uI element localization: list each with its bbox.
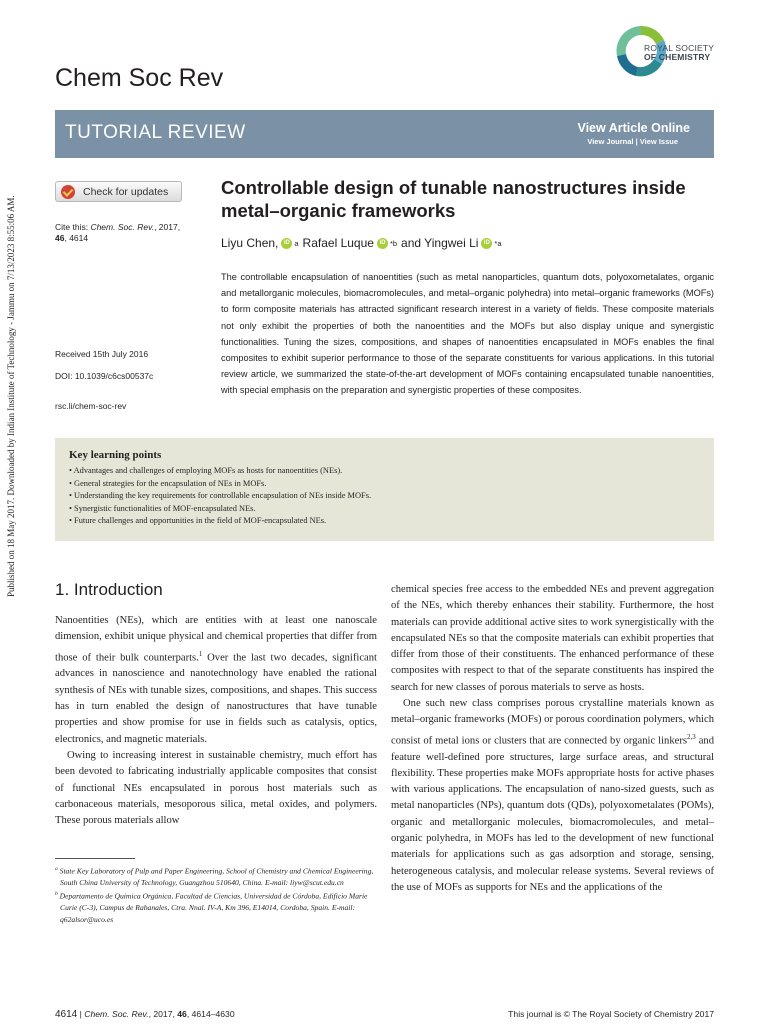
view-article-online-link[interactable]: View Article Online: [577, 121, 690, 135]
page-number: 4614: [55, 1009, 78, 1020]
citation-ref[interactable]: 2,3: [686, 732, 696, 741]
check-for-updates-button[interactable]: [55, 181, 182, 202]
key-points-list: [69, 465, 700, 528]
orcid-icon[interactable]: iD: [281, 238, 292, 249]
author-affiliation: *a: [494, 238, 502, 248]
affiliation-footnotes: [55, 864, 377, 926]
received-date: Received 15th July 2016: [55, 349, 149, 359]
key-learning-points: [55, 438, 714, 541]
author-list: [221, 236, 506, 250]
page-footer-citation: 4614 | Chem. Soc. Rev., 2017, 46, 4614–4630: [55, 1009, 235, 1020]
body-column-left: [55, 613, 377, 829]
list-item: • General strategies for the encapsulation of NEs in MOFs.: [69, 478, 267, 488]
footnote: $^a$ State Key Laboratory of Pulp and Paper Engineering, School of Chemistry and Chemical Engineering, South China University of Technology, Guangzhou 510640, China. E-mail: liyw@scut.edu.cn: [55, 866, 374, 888]
article-type: TUTORIAL REVIEW: [65, 122, 246, 143]
author-name[interactable]: and Yingwei Li: [401, 236, 479, 250]
rsc-line2: OF CHEMISTRY: [644, 52, 711, 62]
article-type-banner: [55, 110, 714, 158]
author-name[interactable]: Rafael Luque: [302, 236, 374, 250]
citation-ref[interactable]: 1: [198, 649, 203, 658]
doi[interactable]: DOI: 10.1039/c6cs00537c: [55, 371, 154, 381]
list-item: • Advantages and challenges of employing MOFs as hosts for nanoentities (NEs).: [69, 466, 343, 475]
paragraph: Nanoentities (NEs), which are entities with at least one nanoscale dimension, exhibit unique physical and chemical properties that differ from those of their bulk counterparts.$^1$ Over the last two decades, significant advances in nanoscience and nanotechnology have enabled the rational synthesis of NEs with tunable sizes, compositions, and shapes. This success has in turn enabled the design of nanostructures that have tunable properties and show promise for use in fields such as catalysis, optics, electronics, and magnetic materials.: [55, 615, 377, 745]
body-column-right: [391, 582, 714, 896]
article-title: Controllable design of tunable nanostructures inside metal–organic frameworks: [221, 177, 686, 221]
footnote: $^b$ Departamento de Química Orgánica, Facultad de Ciencias, Universidad de Córdoba, Edificio Marie Curie (C-3), Campus de Rabanales, Ctra. Nnal. IV-A, Km 396, E14014, Cordoba, Spain. E-mail: q62alsor@uco.es: [55, 891, 368, 925]
paragraph: One such new class comprises porous crystalline materials known as metal–organic frameworks (MOFs) or porous coordination polymers, which consist of metal ions or clusters that are connected by organic linkers$^{2,3}$ and feature well-defined pore structures, large surface areas, and structural flexibility. These properties make MOFs appropriate hosts for active phases with various applications. The encapsulation of nano-sized guests, such as metal nanoparticles (NPs), quantum dots (QDs), polyoxometalates (POMs), organic and metallorganic molecules, biomacromolecules, and metal–organic polyhedra, in MOFs has led to the development of new functional materials for applications such as gas adsorption and storage, sensing, heterogeneous catalysis, and molecular release systems. Several reviews of the use of MOFs as supports for NEs and the applications of the: [391, 698, 714, 893]
banner-sublinks: [587, 137, 678, 146]
rsc-line1: ROYAL SOCIETY: [644, 43, 715, 53]
key-points-heading: Key learning points: [69, 449, 162, 461]
download-notice: Published on 18 May 2017. Downloaded by Indian Institute of Technology - Jammu on 7/13/2023 8:55:06 AM.: [6, 195, 16, 597]
check-updates-label: Check for updates: [83, 185, 169, 198]
rsc-wordmark: [644, 44, 714, 62]
copyright-notice: This journal is © The Royal Society of Chemistry 2017: [508, 1009, 714, 1019]
paragraph: Owing to increasing interest in sustainable chemistry, much effort has been devoted to fabricating industrially applicable composites that consist of functional NEs encapsulated in porous host materials such as carbonaceous materials, mesoporous silica, metal oxides, and polymers. These porous materials allow: [55, 749, 377, 827]
link-separator: |: [633, 137, 640, 146]
abstract: The controllable encapsulation of nanoentities (such as metal nanoparticles, quantum dots, polyoxometalates, organic and metallorganic molecules, biomacromolecules, and metal–organic polyhedra) into metal–organic frameworks (MOFs) to form composite materials has attracted significant research interest in a variety of fields. These composite materials not only exhibit the properties of both the nanoentities and the MOFs but also display unique and synergistic functionalities. Tuning the sizes, compositions, and shapes of nanoentities encapsulated in MOFs enables the final composites to exhibit superior performance to those of the separate constituents for various applications. In this tutorial review article, we summarized the state-of-the-art development of MOFs containing encapsulated tunable nanoentities, with special emphasis on the preparation and synergistic properties of these composites.: [221, 272, 714, 396]
author-affiliation: a: [294, 238, 299, 248]
author-affiliation: *b: [389, 238, 398, 248]
citation: Cite this: Chem. Soc. Rev., 2017, 46, 4614: [55, 222, 181, 243]
view-issue-link[interactable]: View Issue: [639, 137, 678, 146]
check-updates-icon: [61, 185, 75, 199]
journal-name: Chem Soc Rev: [55, 64, 224, 92]
journal-site-link[interactable]: rsc.li/chem-soc-rev: [55, 401, 127, 411]
list-item: • Understanding the key requirements for controllable encapsulation of NEs inside MOFs.: [69, 491, 372, 500]
section-heading: 1. Introduction: [55, 580, 163, 599]
orcid-icon[interactable]: iD: [481, 238, 492, 249]
paragraph: chemical species free access to the embedded NEs and prevent aggregation of the NEs, which thereby enhances their stability. Furthermore, the host materials can provide additional active sites to work synergistically with the encapsulated NEs so that the composite materials can exhibit properties that differ from those of their constituents. The enhanced performance of these composites with respect to that of the separate constituents has inspired the search for new classes of porous materials to serve as hosts.: [391, 584, 714, 693]
footnote-divider: [55, 858, 135, 859]
orcid-icon[interactable]: iD: [377, 238, 388, 249]
list-item: • Future challenges and opportunities in the field of MOF-encapsulated NEs.: [69, 516, 327, 525]
author-name[interactable]: Liyu Chen,: [221, 236, 279, 250]
list-item: • Synergistic functionalities of MOF-encapsulated NEs.: [69, 503, 256, 513]
rsc-logo[interactable]: [610, 20, 720, 82]
view-journal-link[interactable]: View Journal: [587, 137, 634, 146]
